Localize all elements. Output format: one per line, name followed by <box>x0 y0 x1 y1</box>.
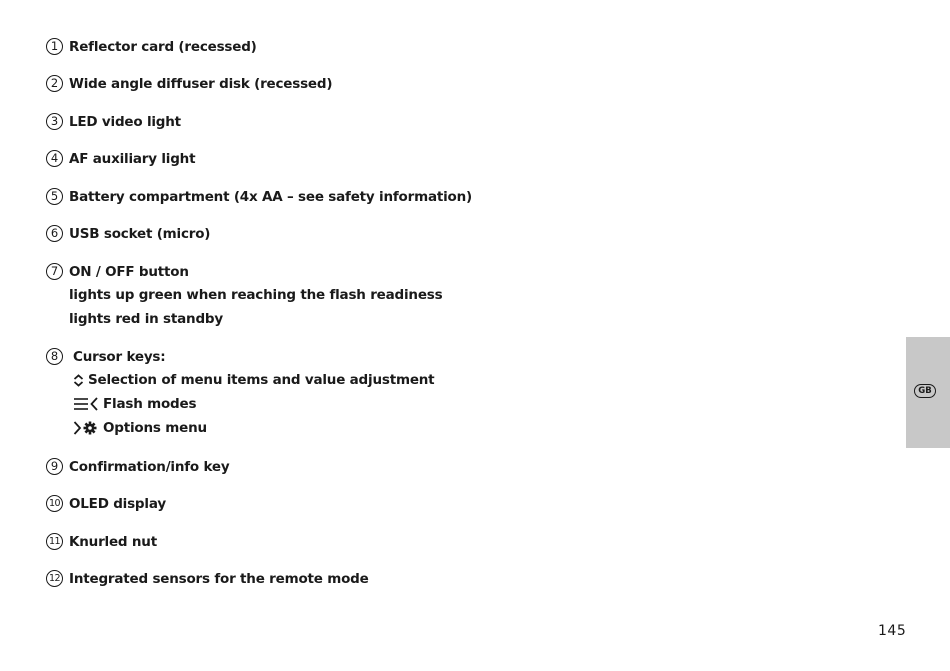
item-number: 12 <box>46 570 63 587</box>
list-sub-item <box>73 396 196 412</box>
item-number: 1 <box>46 38 63 55</box>
item-number: 5 <box>46 188 63 205</box>
item-number: 6 <box>46 225 63 242</box>
list-item <box>46 263 189 280</box>
list-item <box>46 570 369 587</box>
item-number: 2 <box>46 75 63 92</box>
list-item <box>46 113 181 130</box>
item-sub-text: lights up green when reaching the flash readiness <box>69 287 443 303</box>
list-sub-item <box>69 287 442 303</box>
list-item <box>46 533 157 550</box>
item-number: 10 <box>46 495 63 512</box>
item-sub-text: Selection of menu items and value adjustment <box>88 372 435 388</box>
right-arrow-gear-icon <box>73 421 99 435</box>
item-label: Confirmation/info key <box>69 458 230 475</box>
list-item <box>46 38 257 55</box>
item-sub-text: Options menu <box>103 420 207 436</box>
language-badge: GB <box>914 384 936 398</box>
item-label: AF auxiliary light <box>69 150 196 167</box>
list-item <box>46 225 210 242</box>
item-number: 3 <box>46 113 63 130</box>
item-label: Cursor keys: <box>73 348 166 365</box>
item-label: Reflector card (recessed) <box>69 38 257 55</box>
item-number: 8 <box>46 348 63 365</box>
item-label: OLED display <box>69 495 166 512</box>
list-item <box>46 458 229 475</box>
item-label: ON / OFF button <box>69 263 189 280</box>
list-item <box>46 188 472 205</box>
up-down-arrows-icon <box>73 374 84 387</box>
item-label: Battery compartment (4x AA – see safety information) <box>69 188 472 205</box>
item-label: Integrated sensors for the remote mode <box>69 570 369 587</box>
item-number: 9 <box>46 458 63 475</box>
item-sub-text: Flash modes <box>103 396 197 412</box>
item-sub-text: lights red in standby <box>69 311 223 327</box>
item-label: LED video light <box>69 113 181 130</box>
list-item <box>46 348 165 365</box>
list-sub-item <box>73 420 207 436</box>
page-number: 145 <box>878 623 907 639</box>
list-sub-item <box>73 372 434 388</box>
item-number: 7 <box>46 263 63 280</box>
list-item <box>46 75 332 92</box>
menu-left-arrow-icon <box>73 397 99 411</box>
list-item <box>46 495 166 512</box>
list-item <box>46 150 195 167</box>
item-label: Wide angle diffuser disk (recessed) <box>69 75 333 92</box>
item-number: 4 <box>46 150 63 167</box>
list-sub-item <box>69 311 223 327</box>
item-label: Knurled nut <box>69 533 157 550</box>
item-label: USB socket (micro) <box>69 225 211 242</box>
item-number: 11 <box>46 533 63 550</box>
